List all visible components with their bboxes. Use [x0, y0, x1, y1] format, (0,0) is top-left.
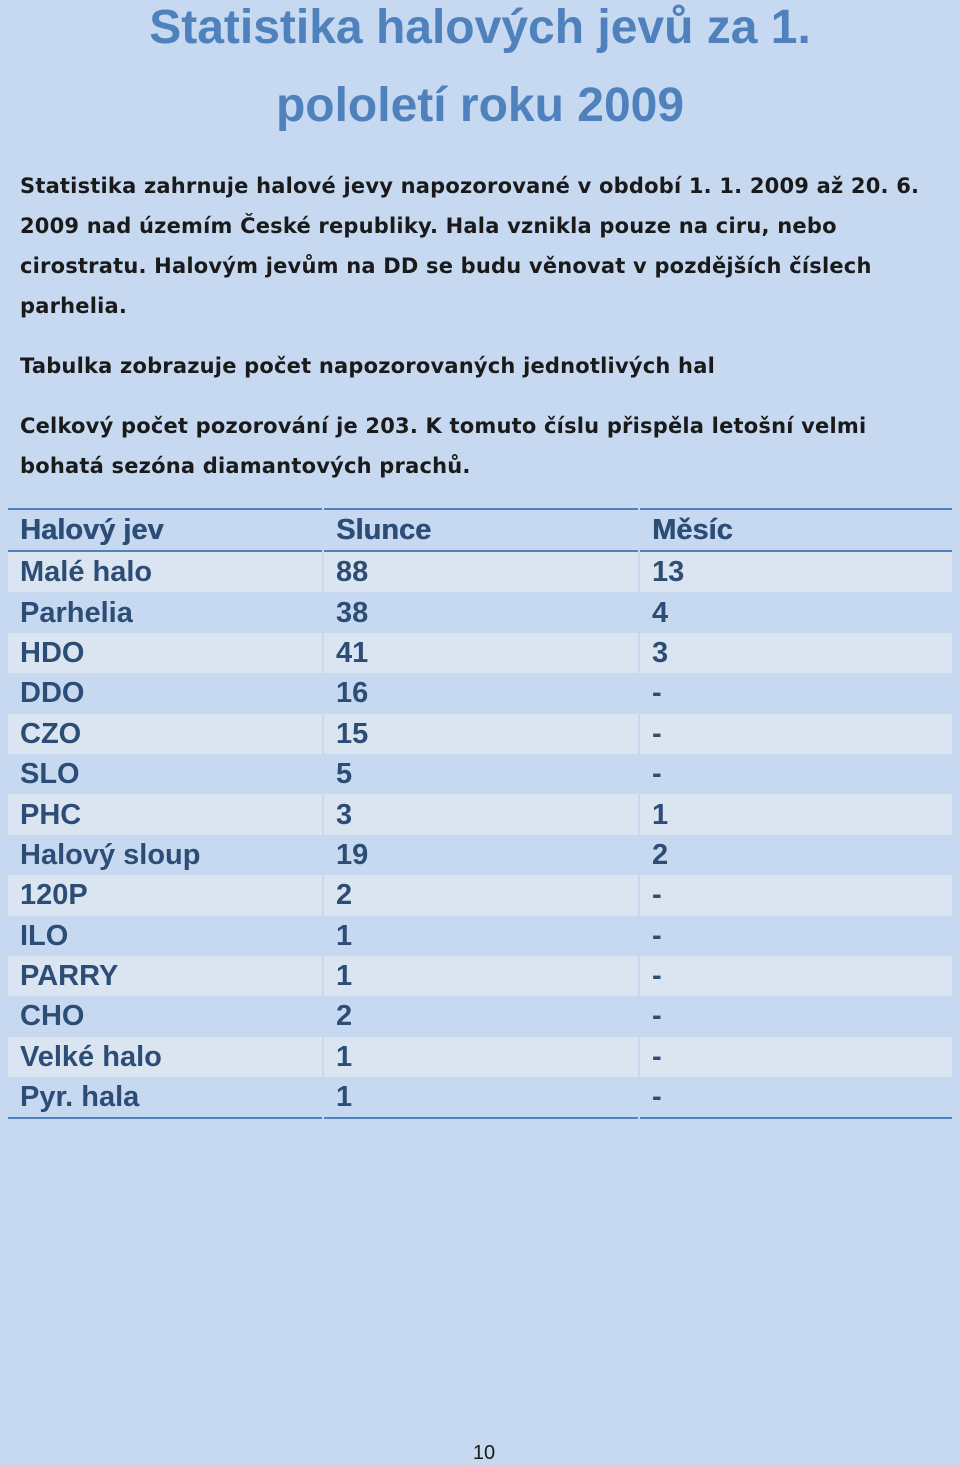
cell-sun-count: 1: [323, 1077, 639, 1118]
table-row: [8, 714, 952, 754]
cell-phenomenon: DDO: [8, 673, 323, 713]
page-number: 10: [472, 1442, 496, 1464]
cell-moon-count: 3: [639, 633, 952, 673]
table-row: [8, 835, 952, 875]
table-row: [8, 956, 952, 996]
cell-moon-count: 13: [639, 551, 952, 592]
cell-moon-count: 1: [639, 794, 952, 834]
table-row: [8, 916, 952, 956]
cell-sun-count: 2: [323, 996, 639, 1036]
total-count-paragraph: Celkový počet pozorování je 203. K tomuto číslu přispěla letošní velmi bohatá sezóna diamantových prachů.: [20, 414, 867, 478]
table-row: [8, 633, 952, 673]
cell-phenomenon: HDO: [8, 633, 323, 673]
cell-sun-count: 19: [323, 835, 639, 875]
cell-phenomenon: Parhelia: [8, 592, 323, 632]
cell-phenomenon: PARRY: [8, 956, 323, 996]
table-row: [8, 1077, 952, 1118]
cell-phenomenon: Malé halo: [8, 551, 323, 592]
table-row: [8, 673, 952, 713]
intro-paragraph: Statistika zahrnuje halové jevy napozorované v období 1. 1. 2009 až 20. 6. 2009 nad územím České republiky. Hala vznikla pouze na ciru, nebo cirostratu. Halovým jevům na DD se budu věnovat v pozdějších číslech parhelia.: [20, 174, 920, 318]
header-sun: Slunce: [323, 509, 639, 551]
table-row: [8, 754, 952, 794]
table-row: [8, 875, 952, 915]
cell-moon-count: -: [639, 1077, 952, 1118]
table-row: [8, 1037, 952, 1077]
cell-moon-count: -: [639, 673, 952, 713]
cell-phenomenon: CHO: [8, 996, 323, 1036]
header-halo-phenomenon: Halový jev: [20, 514, 164, 546]
cell-moon-count: -: [639, 754, 952, 794]
cell-phenomenon: Halový sloup: [8, 835, 323, 875]
cell-sun-count: 3: [323, 794, 639, 834]
cell-moon-count: -: [639, 956, 952, 996]
cell-sun-count: 2: [323, 875, 639, 915]
cell-sun-count: 1: [323, 916, 639, 956]
cell-sun-count: 38: [323, 592, 639, 632]
cell-moon-count: 4: [639, 592, 952, 632]
cell-sun-count: 16: [323, 673, 639, 713]
cell-moon-count: -: [639, 875, 952, 915]
cell-phenomenon: 120P: [8, 875, 323, 915]
table-row: [8, 551, 952, 592]
cell-moon-count: -: [639, 996, 952, 1036]
cell-sun-count: 41: [323, 633, 639, 673]
cell-sun-count: 88: [323, 551, 639, 592]
cell-phenomenon: PHC: [8, 794, 323, 834]
table-row: [8, 794, 952, 834]
cell-moon-count: 2: [639, 835, 952, 875]
cell-phenomenon: CZO: [8, 714, 323, 754]
cell-sun-count: 1: [323, 956, 639, 996]
cell-sun-count: 15: [323, 714, 639, 754]
table-header-row: [8, 509, 952, 551]
cell-phenomenon: Velké halo: [8, 1037, 323, 1077]
header-moon: Měsíc: [639, 509, 952, 551]
cell-phenomenon: SLO: [8, 754, 323, 794]
page-title-line-1: Statistika halových jevů za 1.: [149, 1, 811, 54]
cell-sun-count: 5: [323, 754, 639, 794]
cell-moon-count: -: [639, 1037, 952, 1077]
table-description: Tabulka zobrazuje počet napozorovaných jednotlivých hal: [20, 354, 715, 378]
table-row: [8, 592, 952, 632]
cell-phenomenon: Pyr. hala: [8, 1077, 323, 1118]
page-title-line-2: pololetí roku 2009: [275, 79, 685, 132]
halo-statistics-table: [8, 508, 952, 1119]
cell-sun-count: 1: [323, 1037, 639, 1077]
table-row: [8, 996, 952, 1036]
cell-phenomenon: ILO: [8, 916, 323, 956]
cell-moon-count: -: [639, 916, 952, 956]
cell-moon-count: -: [639, 714, 952, 754]
